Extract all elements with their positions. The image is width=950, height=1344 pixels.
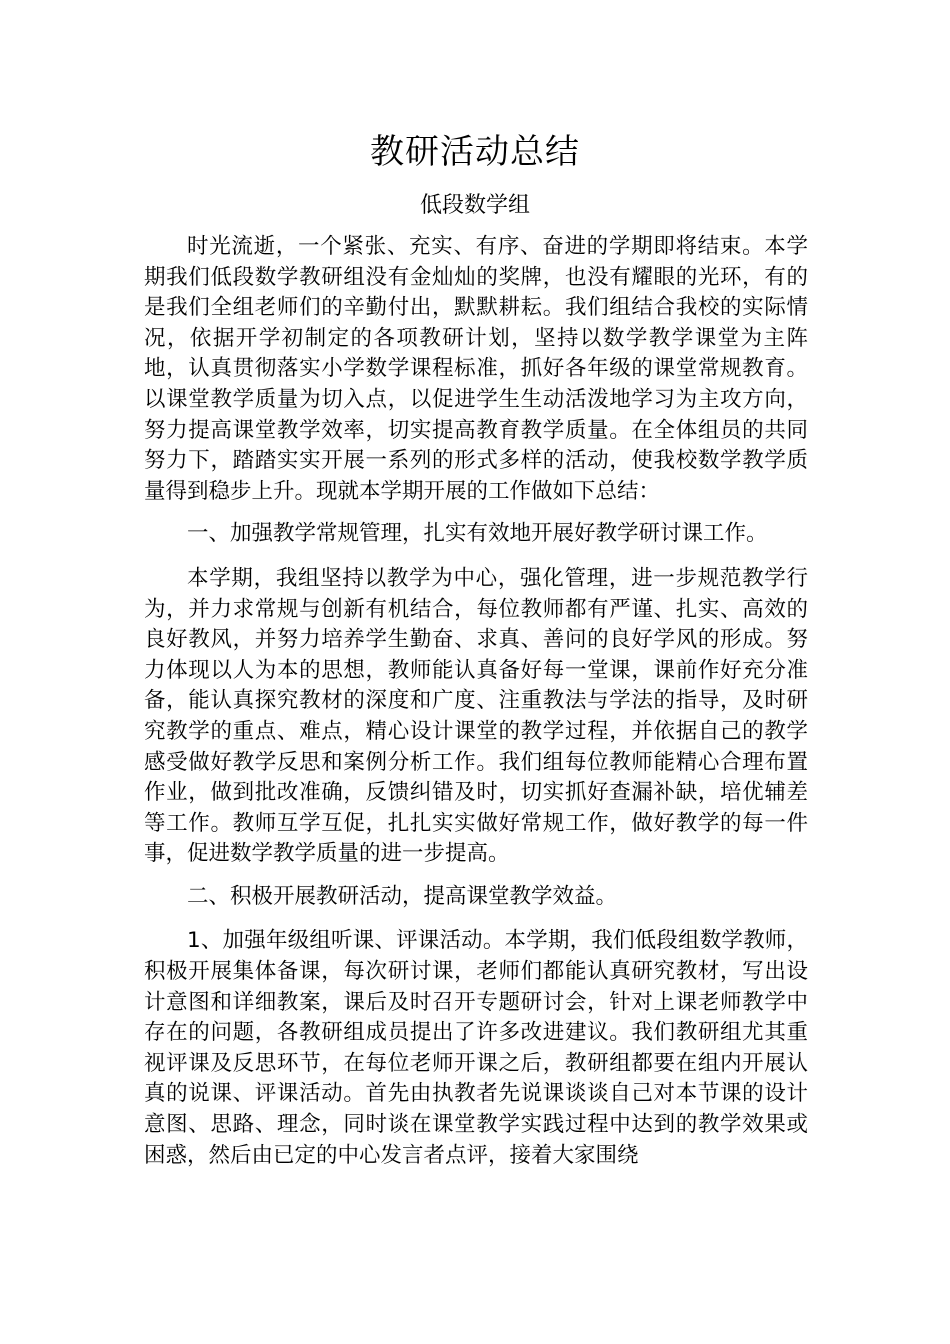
section-2-paragraph-1: 1、加强年级组听课、评课活动。本学期，我们低段组数学教师，积极开展集体备课，每次研讨课，老师们都能认真研究教材，写出设计意图和详细教案，课后及时召开专题研讨会，针对上课老师教学中存在的问题，各教研组成员提出了许多改进建议。我们教研组尤其重视评课及反思环节，在每位老师开课之后，教研组都要在组内开展认真的说课、评课活动。首先由执教者先说课谈谈自己对本节课的设计意图、思路、理念，同时谈在课堂教学实践过程中达到的教学效果或困惑，然后由已定的中心发言者点评，接着大家围绕	[144, 928, 808, 1168]
document-subtitle: 低段数学组	[419, 193, 530, 218]
document-body	[144, 232, 808, 1183]
section-heading-2: 二、积极开展教研活动，提高课堂教学效益。	[187, 883, 618, 909]
section-heading-1: 一、加强教学常规管理，扎实有效地开展好教学研讨课工作。	[187, 521, 768, 547]
intro-paragraph: 时光流逝，一个紧张、充实、有序、奋进的学期即将结束。本学期我们低段数学教研组没有金灿灿的奖牌，也没有耀眼的光环，有的是我们全组老师们的辛勤付出，默默耕耘。我们组结合我校的实际情况，依据开学初制定的各项教研计划，坚持以数学教学课堂为主阵地，认真贯彻落实小学数学课程标准，抓好各年级的课堂常规教育。以课堂教学质量为切入点，以促进学生生动活泼地学习为主攻方向，努力提高课堂教学效率，切实提高教育教学质量。在全体组员的共同努力下，踏踏实实开展一系列的形式多样的活动，使我校数学教学质量得到稳步上升。现就本学期开展的工作做如下总结：	[144, 234, 808, 504]
document-title: 教研活动总结	[370, 132, 580, 172]
section-1-paragraph: 本学期，我组坚持以教学为中心，强化管理，进一步规范教学行为，并力求常规与创新有机结合，每位教师都有严谨、扎实、高效的良好教风，并努力培养学生勤奋、求真、善问的良好学风的形成。努力体现以人为本的思想，教师能认真备好每一堂课，课前作好充分准备，能认真探究教材的深度和广度、注重教法与学法的指导，及时研究教学的重点、难点，精心设计课堂的教学过程，并依据自己的教学感受做好教学反思和案例分析工作。我们组每位教师能精心合理布置作业，做到批改准确，反馈纠错及时，切实抓好查漏补缺，培优辅差等工作。教师互学互促，扎扎实实做好常规工作，做好教学的每一件事，促进数学教学质量的进一步提高。	[144, 565, 808, 867]
